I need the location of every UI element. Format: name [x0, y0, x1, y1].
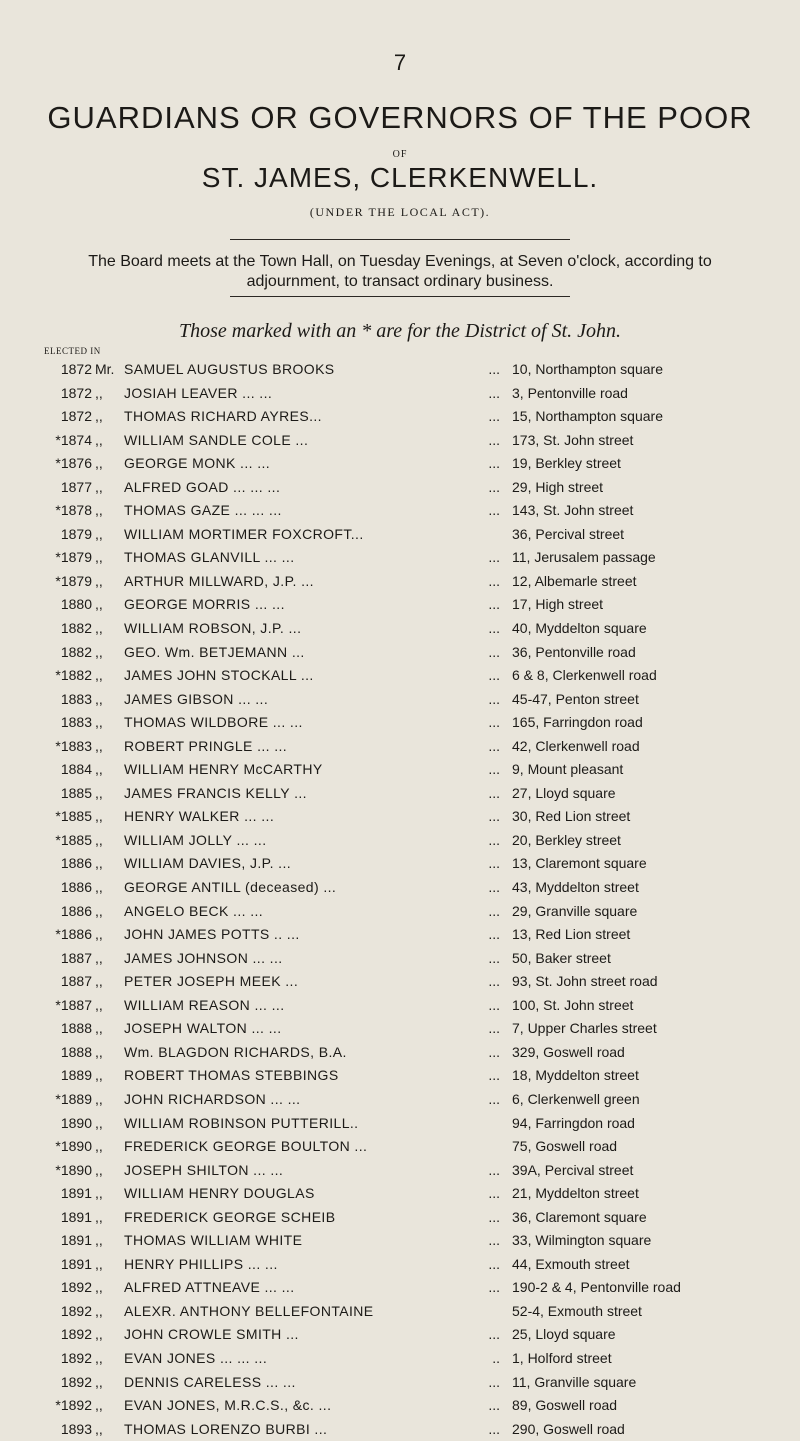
- guardian-name: DENNIS CARELESS ... ...: [124, 1373, 296, 1390]
- leader-dots: ...: [488, 1067, 500, 1084]
- title-prefix: ,,: [95, 620, 103, 637]
- guardian-name: WILLIAM SANDLE COLE ...: [124, 431, 309, 448]
- guardian-row: [0, 1064, 800, 1088]
- title-prefix: ,,: [95, 667, 103, 684]
- guardian-address: 17, High street: [512, 596, 604, 613]
- guardian-address: 329, Goswell road: [512, 1043, 625, 1060]
- elected-year: 1879: [60, 525, 92, 542]
- title-prefix: ,,: [95, 408, 103, 425]
- leader-dots: ...: [488, 502, 500, 519]
- guardian-row: [0, 947, 800, 971]
- title-prefix: ,,: [95, 478, 103, 495]
- elected-year: 1872: [60, 408, 92, 425]
- guardian-row: [0, 1159, 800, 1183]
- guardian-name: THOMAS GLANVILL ... ...: [124, 549, 295, 566]
- leader-dots: ...: [488, 596, 500, 613]
- title-prefix: ,,: [95, 1279, 103, 1296]
- elected-year: 1890: [60, 1114, 92, 1131]
- guardian-address: 36, Pentonville road: [512, 643, 636, 660]
- title-prefix: ,,: [95, 855, 103, 872]
- guardian-row: [0, 1017, 800, 1041]
- guardian-address: 100, St. John street: [512, 996, 634, 1013]
- title-prefix: ,,: [95, 714, 103, 731]
- elected-year: *1885: [55, 831, 92, 848]
- elected-year: 1891: [60, 1255, 92, 1272]
- guardian-address: 39A, Percival street: [512, 1161, 634, 1178]
- title-prefix: ,,: [95, 1302, 103, 1319]
- guardian-row: [0, 1323, 800, 1347]
- leader-dots: ...: [488, 1397, 500, 1414]
- elected-year: 1887: [60, 949, 92, 966]
- title-prefix: ,,: [95, 879, 103, 896]
- guardian-address: 15, Northampton square: [512, 408, 663, 425]
- guardian-address: 13, Red Lion street: [512, 926, 631, 943]
- elected-year: *1892: [55, 1397, 92, 1414]
- elected-year: 1886: [60, 855, 92, 872]
- guardian-row: [0, 852, 800, 876]
- guardian-name: JOHN CROWLE SMITH ...: [124, 1326, 299, 1343]
- guardian-address: 6 & 8, Clerkenwell road: [512, 667, 657, 684]
- leader-dots: ...: [488, 1020, 500, 1037]
- leader-dots: ...: [488, 455, 500, 472]
- leader-dots: ...: [488, 1043, 500, 1060]
- guardian-address: 36, Percival street: [512, 525, 625, 542]
- title-prefix: ,,: [95, 572, 103, 589]
- title-prefix: ,,: [95, 808, 103, 825]
- guardian-row: [0, 452, 800, 476]
- leader-dots: ...: [488, 1208, 500, 1225]
- guardian-row: [0, 405, 800, 429]
- elected-year: *1879: [55, 549, 92, 566]
- guardian-name: THOMAS WILLIAM WHITE: [124, 1232, 303, 1249]
- guardian-address: 36, Claremont square: [512, 1208, 647, 1225]
- elected-year: 1892: [60, 1302, 92, 1319]
- leader-dots: ...: [488, 690, 500, 707]
- leader-dots: ...: [488, 478, 500, 495]
- elected-in-label: ELECTED IN: [44, 346, 101, 356]
- title-prefix: ,,: [95, 455, 103, 472]
- title-prefix: ,,: [95, 431, 103, 448]
- elected-year: 1885: [60, 784, 92, 801]
- title-prefix: ,,: [95, 690, 103, 707]
- title-prefix: ,,: [95, 1349, 103, 1366]
- elected-year: 1889: [60, 1067, 92, 1084]
- elected-year: 1888: [60, 1043, 92, 1060]
- guardian-address: 165, Farringdon road: [512, 714, 643, 731]
- leader-dots: ...: [488, 1279, 500, 1296]
- leader-dots: ...: [488, 1255, 500, 1272]
- guardian-row: [0, 1347, 800, 1371]
- title-prefix: ,,: [95, 996, 103, 1013]
- leader-dots: ...: [488, 855, 500, 872]
- guardian-address: 43, Myddelton street: [512, 879, 639, 896]
- title-prefix: ,,: [95, 973, 103, 990]
- elected-year: 1877: [60, 478, 92, 495]
- guardian-list: [0, 358, 800, 1441]
- elected-year: *1886: [55, 926, 92, 943]
- guardian-row: [0, 805, 800, 829]
- elected-year: *1874: [55, 431, 92, 448]
- elected-year: *1883: [55, 737, 92, 754]
- guardian-row: [0, 829, 800, 853]
- guardian-name: JOSEPH WALTON ... ...: [124, 1020, 282, 1037]
- guardian-address: 30, Red Lion street: [512, 808, 631, 825]
- guardian-name: PETER JOSEPH MEEK ...: [124, 973, 299, 990]
- guardian-name: WILLIAM HENRY DOUGLAS: [124, 1185, 315, 1202]
- leader-dots: ...: [488, 408, 500, 425]
- guardian-row: [0, 758, 800, 782]
- title-connector: OF: [392, 149, 408, 160]
- guardian-name: JAMES GIBSON ... ...: [124, 690, 269, 707]
- title-prefix: ,,: [95, 1090, 103, 1107]
- elected-year: 1888: [60, 1020, 92, 1037]
- leader-dots: ..: [492, 1349, 500, 1366]
- elected-year: 1886: [60, 879, 92, 896]
- guardian-row: [0, 1112, 800, 1136]
- title-prefix: ,,: [95, 1067, 103, 1084]
- elected-year: *1882: [55, 667, 92, 684]
- guardian-name: JOSIAH LEAVER ... ...: [124, 384, 273, 401]
- title-prefix: ,,: [95, 502, 103, 519]
- guardian-row: [0, 570, 800, 594]
- title-prefix: ,,: [95, 1114, 103, 1131]
- title-prefix: ,,: [95, 737, 103, 754]
- leader-dots: ...: [488, 996, 500, 1013]
- guardian-address: 50, Baker street: [512, 949, 611, 966]
- title-prefix: ,,: [95, 1373, 103, 1390]
- guardian-name: FREDERICK GEORGE SCHEIB: [124, 1208, 336, 1225]
- guardian-name: THOMAS RICHARD AYRES...: [124, 408, 322, 425]
- leader-dots: ...: [488, 384, 500, 401]
- guardian-row: [0, 1300, 800, 1324]
- guardian-name: EVAN JONES ... ... ...: [124, 1349, 268, 1366]
- leader-dots: ...: [488, 620, 500, 637]
- elected-year: 1893: [60, 1420, 92, 1437]
- guardian-name: ANGELO BECK ... ...: [124, 902, 264, 919]
- guardian-row: [0, 1418, 800, 1441]
- guardian-name: THOMAS LORENZO BURBI ...: [124, 1420, 328, 1437]
- guardian-row: [0, 876, 800, 900]
- guardian-address: 1, Holford street: [512, 1349, 612, 1366]
- leader-dots: ...: [488, 737, 500, 754]
- elected-year: 1892: [60, 1326, 92, 1343]
- guardian-name: ALFRED ATTNEAVE ... ...: [124, 1279, 295, 1296]
- divider-top: [230, 239, 570, 240]
- guardian-name: JAMES JOHNSON ... ...: [124, 949, 283, 966]
- elected-year: *1878: [55, 502, 92, 519]
- guardian-address: 13, Claremont square: [512, 855, 647, 872]
- title-prefix: ,,: [95, 1138, 103, 1155]
- title-prefix: ,,: [95, 1255, 103, 1272]
- guardian-name: THOMAS GAZE ... ... ...: [124, 502, 282, 519]
- guardian-address: 12, Albemarle street: [512, 572, 637, 589]
- guardian-row: [0, 641, 800, 665]
- title-prefix: ,,: [95, 949, 103, 966]
- title-prefix: ,,: [95, 1020, 103, 1037]
- guardian-row: [0, 382, 800, 406]
- guardian-address: 19, Berkley street: [512, 455, 621, 472]
- guardian-address: 27, Lloyd square: [512, 784, 616, 801]
- leader-dots: ...: [488, 361, 500, 377]
- guardian-address: 11, Granville square: [512, 1373, 637, 1390]
- guardian-address: 44, Exmouth street: [512, 1255, 630, 1272]
- leader-dots: ...: [488, 879, 500, 896]
- leader-dots: ...: [488, 1420, 500, 1437]
- guardian-address: 40, Myddelton square: [512, 620, 647, 637]
- guardian-row: [0, 735, 800, 759]
- guardian-row: [0, 593, 800, 617]
- guardian-row: [0, 688, 800, 712]
- guardian-name: ARTHUR MILLWARD, J.P. ...: [124, 572, 314, 589]
- guardian-row: [0, 429, 800, 453]
- elected-year: 1883: [60, 714, 92, 731]
- guardian-address: 89, Goswell road: [512, 1397, 618, 1414]
- guardian-name: WILLIAM DAVIES, J.P. ...: [124, 855, 292, 872]
- guardian-row: [0, 664, 800, 688]
- act-note: (UNDER THE LOCAL ACT).: [309, 205, 491, 219]
- leader-dots: ...: [488, 714, 500, 731]
- title-prefix: ,,: [95, 1420, 103, 1437]
- leader-dots: ...: [488, 808, 500, 825]
- guardian-name: HENRY WALKER ... ...: [124, 808, 275, 825]
- elected-year: 1883: [60, 690, 92, 707]
- elected-year: *1890: [55, 1138, 92, 1155]
- guardian-address: 29, Granville square: [512, 902, 638, 919]
- guardian-name: WILLIAM ROBSON, J.P. ...: [124, 620, 302, 637]
- guardian-row: [0, 782, 800, 806]
- elected-year: 1891: [60, 1185, 92, 1202]
- guardian-row: [0, 1088, 800, 1112]
- leader-dots: ...: [488, 667, 500, 684]
- leader-dots: ...: [488, 973, 500, 990]
- guardian-name: GEO. Wm. BETJEMANN ...: [124, 643, 305, 660]
- elected-year: 1892: [60, 1373, 92, 1390]
- title-prefix: ,,: [95, 761, 103, 778]
- page-number: 7: [393, 50, 407, 75]
- district-note: Those marked with an * are for the District of St. John.: [178, 320, 621, 342]
- title-prefix: ,,: [95, 1043, 103, 1060]
- guardian-address: 75, Goswell road: [512, 1138, 618, 1155]
- leader-dots: ...: [488, 1185, 500, 1202]
- elected-year: 1884: [60, 761, 92, 778]
- title-prefix: ,,: [95, 784, 103, 801]
- guardian-name: JAMES JOHN STOCKALL ...: [124, 667, 314, 684]
- elected-year: 1882: [60, 643, 92, 660]
- elected-year: *1879: [55, 572, 92, 589]
- guardian-address: 18, Myddelton street: [512, 1067, 639, 1084]
- leader-dots: ...: [488, 643, 500, 660]
- elected-year: 1891: [60, 1208, 92, 1225]
- guardian-address: 94, Farringdon road: [512, 1114, 635, 1131]
- guardian-row: [0, 1041, 800, 1065]
- leader-dots: ...: [488, 1326, 500, 1343]
- guardian-address: 143, St. John street: [512, 502, 634, 519]
- guardian-name: ROBERT THOMAS STEBBINGS: [124, 1067, 339, 1084]
- leader-dots: ...: [488, 1161, 500, 1178]
- guardian-row: [0, 1135, 800, 1159]
- guardian-name: SAMUEL AUGUSTUS BROOKS: [124, 361, 335, 377]
- guardian-address: 25, Lloyd square: [512, 1326, 616, 1343]
- guardian-address: 93, St. John street road: [512, 973, 658, 990]
- leader-dots: ...: [488, 1090, 500, 1107]
- leader-dots: ...: [488, 784, 500, 801]
- guardian-name: ALFRED GOAD ... ... ...: [124, 478, 281, 495]
- guardian-row: [0, 970, 800, 994]
- guardian-row: [0, 1229, 800, 1253]
- title-prefix: ,,: [95, 1185, 103, 1202]
- guardian-address: 10, Northampton square: [512, 361, 663, 377]
- elected-year: 1882: [60, 620, 92, 637]
- guardian-name: GEORGE MORRIS ... ...: [124, 596, 285, 613]
- guardian-name: WILLIAM MORTIMER FOXCROFT...: [124, 525, 364, 542]
- guardian-address: 33, Wilmington square: [512, 1232, 652, 1249]
- guardian-address: 11, Jerusalem passage: [512, 549, 656, 566]
- board-notice: The Board meets at the Town Hall, on Tuesday Evenings, at Seven o'clock, according to adjournment, to transact ordinary business.: [88, 253, 712, 290]
- elected-year: 1886: [60, 902, 92, 919]
- guardian-row: [0, 1182, 800, 1206]
- guardian-name: Wm. BLAGDON RICHARDS, B.A.: [124, 1043, 347, 1060]
- elected-year: 1892: [60, 1349, 92, 1366]
- leader-dots: ...: [488, 902, 500, 919]
- guardian-row: [0, 546, 800, 570]
- guardian-row: [0, 1276, 800, 1300]
- leader-dots: ...: [488, 831, 500, 848]
- elected-year: *1889: [55, 1090, 92, 1107]
- elected-year: 1872: [60, 384, 92, 401]
- leader-dots: ...: [488, 431, 500, 448]
- guardian-row: [0, 711, 800, 735]
- title-prefix: ,,: [95, 902, 103, 919]
- leader-dots: ...: [488, 1232, 500, 1249]
- guardian-name: EVAN JONES, M.R.C.S., &c. ...: [124, 1397, 332, 1414]
- guardian-name: THOMAS WILDBORE ... ...: [124, 714, 303, 731]
- title-prefix: ,,: [95, 596, 103, 613]
- guardian-address: 3, Pentonville road: [512, 384, 628, 401]
- elected-year: 1872: [60, 361, 92, 377]
- guardian-name: JOHN JAMES POTTS .. ...: [124, 926, 300, 943]
- title-prefix: ,,: [95, 384, 103, 401]
- guardian-row: [0, 1371, 800, 1395]
- guardian-address: 7, Upper Charles street: [512, 1020, 657, 1037]
- leader-dots: ...: [488, 949, 500, 966]
- elected-year: 1891: [60, 1232, 92, 1249]
- elected-year: *1876: [55, 455, 92, 472]
- guardian-name: GEORGE MONK ... ...: [124, 455, 271, 472]
- guardian-row: [0, 1206, 800, 1230]
- guardian-name: WILLIAM ROBINSON PUTTERILL..: [124, 1114, 359, 1131]
- guardian-name: ALEXR. ANTHONY BELLEFONTAINE: [124, 1302, 374, 1319]
- guardian-row: [0, 900, 800, 924]
- guardian-address: 45-47, Penton street: [512, 690, 639, 707]
- guardian-row: [0, 499, 800, 523]
- guardian-row: [0, 476, 800, 500]
- page-title: GUARDIANS OR GOVERNORS OF THE POOR: [47, 100, 753, 135]
- page-subtitle: ST. JAMES, CLERKENWELL.: [201, 162, 599, 193]
- title-prefix: ,,: [95, 1232, 103, 1249]
- guardian-row: [0, 1253, 800, 1277]
- title-prefix: ,,: [95, 926, 103, 943]
- elected-year: *1885: [55, 808, 92, 825]
- guardian-name: ROBERT PRINGLE ... ...: [124, 737, 288, 754]
- guardian-address: 21, Myddelton street: [512, 1185, 639, 1202]
- guardian-address: 52-4, Exmouth street: [512, 1302, 642, 1319]
- guardian-address: 29, High street: [512, 478, 604, 495]
- guardian-address: 20, Berkley street: [512, 831, 621, 848]
- guardian-address: 42, Clerkenwell road: [512, 737, 640, 754]
- guardian-name: WILLIAM JOLLY ... ...: [124, 831, 267, 848]
- guardian-name: HENRY PHILLIPS ... ...: [124, 1255, 278, 1272]
- leader-dots: ...: [488, 926, 500, 943]
- title-prefix: ,,: [95, 549, 103, 566]
- guardian-row: [0, 994, 800, 1018]
- title-prefix: ,,: [95, 1208, 103, 1225]
- title-prefix: ,,: [95, 1161, 103, 1178]
- leader-dots: ...: [488, 1373, 500, 1390]
- guardian-name: WILLIAM HENRY McCARTHY: [124, 761, 323, 778]
- guardian-address: 290, Goswell road: [512, 1420, 625, 1437]
- leader-dots: ...: [488, 549, 500, 566]
- elected-year: *1887: [55, 996, 92, 1013]
- title-prefix: ,,: [95, 525, 103, 542]
- leader-dots: ...: [488, 572, 500, 589]
- title-prefix: ,,: [95, 1326, 103, 1343]
- guardian-name: JOHN RICHARDSON ... ...: [124, 1090, 301, 1107]
- guardian-row: [0, 358, 800, 382]
- guardian-address: 6, Clerkenwell green: [512, 1090, 640, 1107]
- guardian-row: [0, 923, 800, 947]
- title-prefix: ,,: [95, 831, 103, 848]
- guardian-name: WILLIAM REASON ... ...: [124, 996, 285, 1013]
- elected-year: *1890: [55, 1161, 92, 1178]
- guardian-address: 173, St. John street: [512, 431, 634, 448]
- guardian-row: [0, 1394, 800, 1418]
- guardian-address: 9, Mount pleasant: [512, 761, 624, 778]
- elected-year: 1892: [60, 1279, 92, 1296]
- guardian-row: [0, 617, 800, 641]
- title-prefix: Mr.: [95, 361, 115, 377]
- guardian-address: 190-2 & 4, Pentonville road: [512, 1279, 681, 1296]
- guardian-row: [0, 523, 800, 547]
- leader-dots: ...: [488, 761, 500, 778]
- guardian-name: JOSEPH SHILTON ... ...: [124, 1161, 284, 1178]
- elected-year: 1887: [60, 973, 92, 990]
- guardian-name: GEORGE ANTILL (deceased) ...: [124, 879, 337, 896]
- guardian-name: JAMES FRANCIS KELLY ...: [124, 784, 307, 801]
- title-prefix: ,,: [95, 643, 103, 660]
- divider-bottom: [230, 296, 570, 297]
- title-prefix: ,,: [95, 1397, 103, 1414]
- elected-year: 1880: [60, 596, 92, 613]
- guardian-name: FREDERICK GEORGE BOULTON ...: [124, 1138, 368, 1155]
